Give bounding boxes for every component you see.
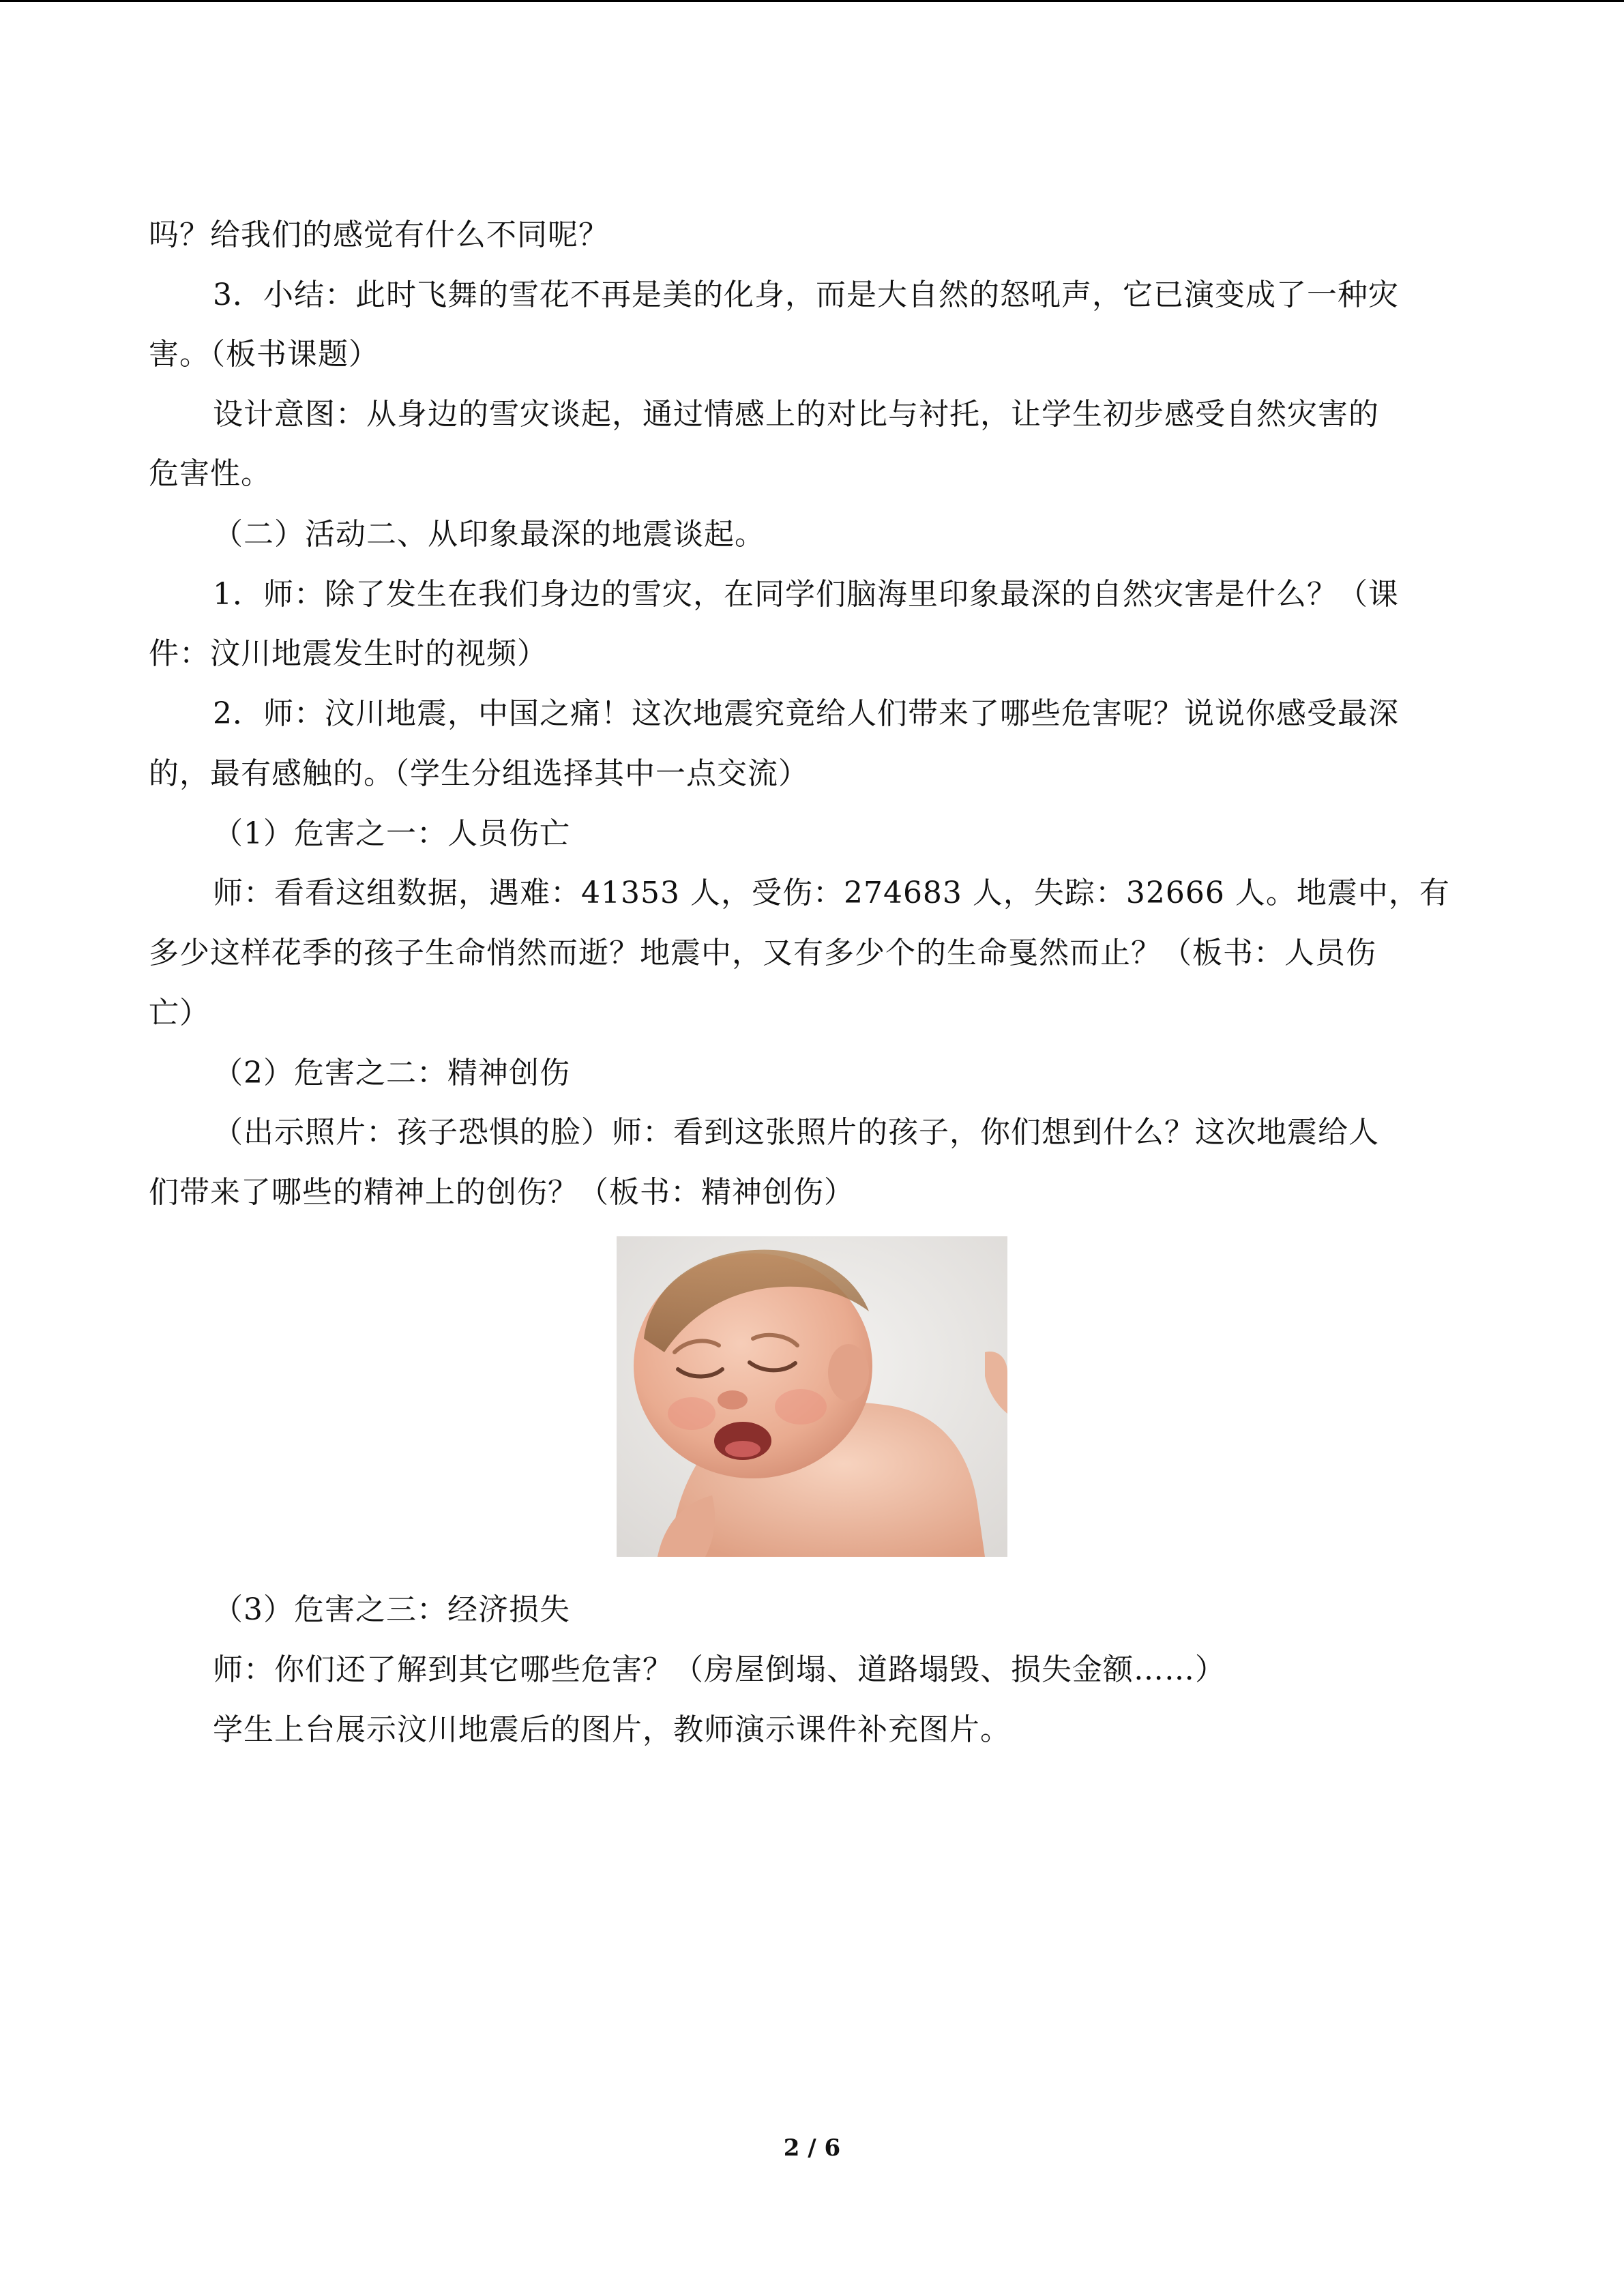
paragraph-line: 件：汶川地震发生时的视频） — [149, 636, 548, 671]
subsection-heading: （3）危害之三：经济损失 — [213, 1592, 570, 1627]
paragraph-line: 2．师：汶川地震，中国之痛！这次地震究竟给人们带来了哪些危害呢？说说你感受最深 — [213, 696, 1399, 731]
paragraph-line: 的，最有感触的。（学生分组选择其中一点交流） — [149, 756, 809, 791]
paragraph-line: 1．师：除了发生在我们身边的雪灾，在同学们脑海里印象最深的自然灾害是什么？（课 — [213, 577, 1399, 612]
paragraph-line: 3．小结：此时飞舞的雪花不再是美的化身，而是大自然的怒吼声，它已演变成了一种灾 — [213, 278, 1399, 312]
paragraph-line: 害。（板书课题） — [149, 337, 379, 372]
paragraph-line: 师：看看这组数据，遇难：41353 人，受伤：274683 人，失踪：32666 人。地震中，有 — [213, 876, 1450, 910]
subsection-heading: （2）危害之二：精神创伤 — [213, 1056, 570, 1090]
subsection-heading: （1）危害之一：人员伤亡 — [213, 816, 570, 851]
paragraph-line: 学生上台展示汶川地震后的图片，教师演示课件补充图片。 — [213, 1712, 1011, 1747]
paragraph-line: （出示照片：孩子恐惧的脸）师：看到这张照片的孩子，你们想到什么？这次地震给人 — [213, 1115, 1379, 1150]
page-number: 2 / 6 — [783, 2134, 841, 2162]
paragraph-line: 多少这样花季的孩子生命悄然而逝？地震中，又有多少个的生命戛然而止？（板书：人员伤 — [149, 936, 1376, 970]
paragraph-line: 师：你们还了解到其它哪些危害？（房屋倒塌、道路塌毁、损失金额……） — [213, 1652, 1226, 1687]
section-heading: （二）活动二、从印象最深的地震谈起。 — [213, 517, 765, 552]
paragraph-line: 危害性。 — [149, 456, 271, 491]
paragraph-line: 亡） — [149, 996, 210, 1030]
paragraph-line: 们带来了哪些的精神上的创伤？（板书：精神创伤） — [149, 1175, 855, 1210]
crying-baby-photo — [617, 1236, 1007, 1557]
page-top-border — [0, 0, 1624, 2]
paragraph-line: 吗？给我们的感觉有什么不同呢？ — [149, 218, 609, 252]
paragraph-line: 设计意图：从身边的雪灾谈起，通过情感上的对比与衬托，让学生初步感受自然灾害的 — [213, 397, 1379, 432]
